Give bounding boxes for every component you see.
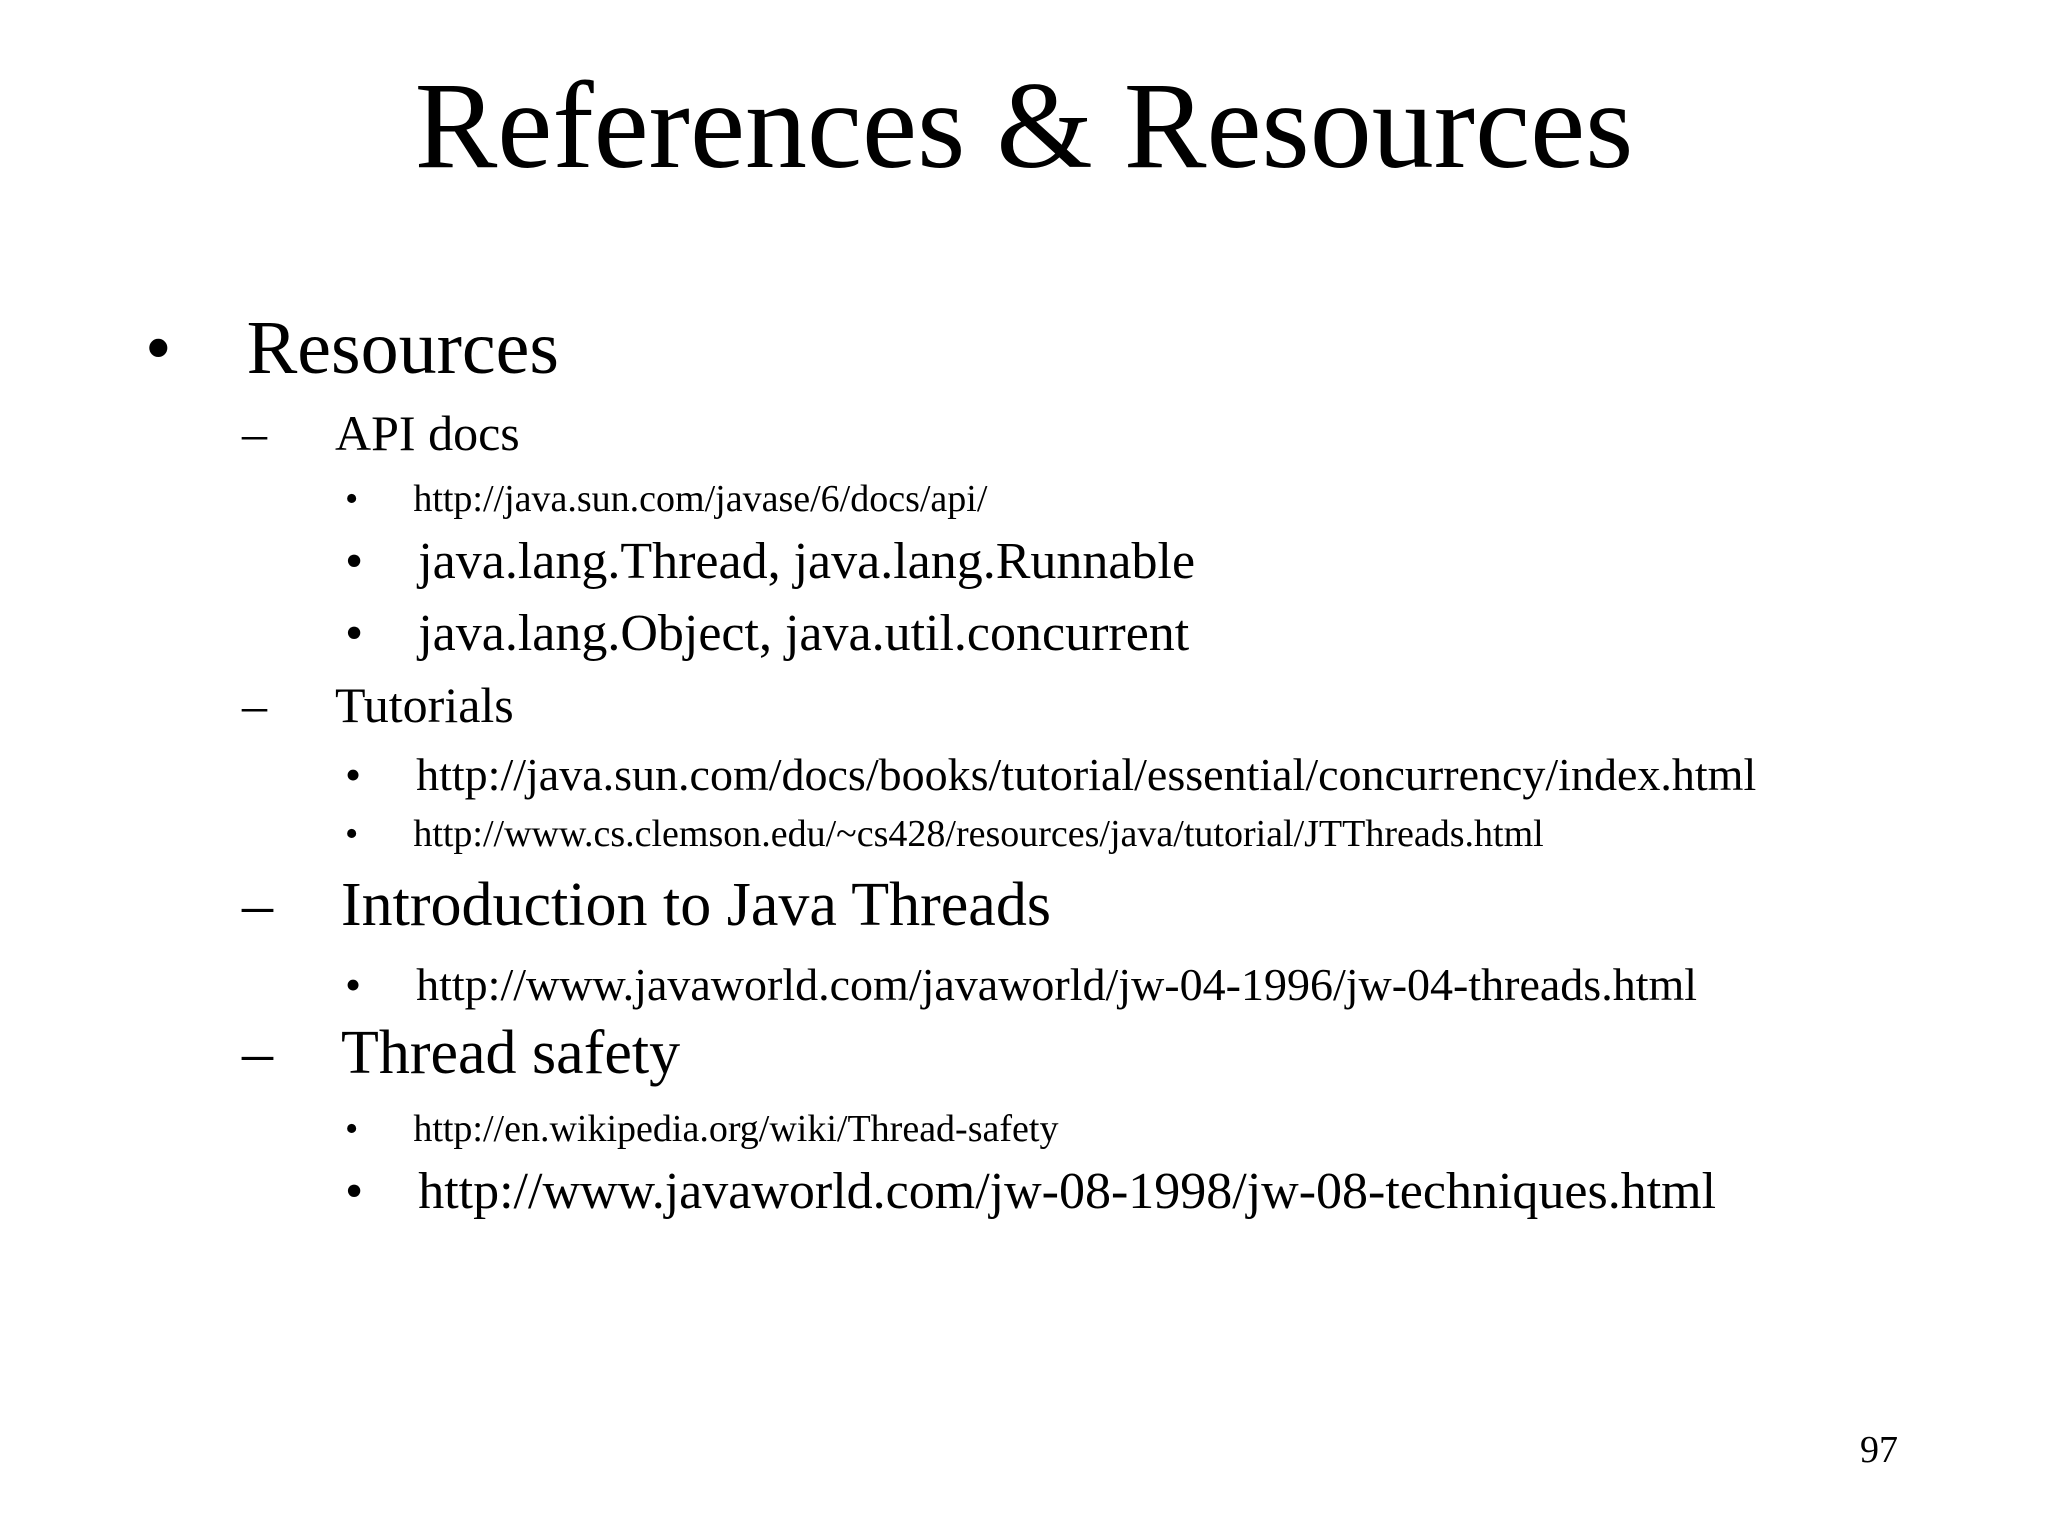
- section-label: Resources: [246, 306, 559, 390]
- list-item: http://www.cs.clemson.edu/~cs428/resources/java/tutorial/JTThreads.html: [413, 813, 1544, 855]
- bullet-dot-icon: •: [345, 813, 359, 855]
- api-docs-link[interactable]: [345, 477, 987, 521]
- object-concurrent-item: [345, 604, 1189, 663]
- dash-icon: –: [242, 1019, 273, 1087]
- bullet-dot-icon: •: [345, 605, 364, 662]
- bullet-dot-icon: •: [145, 306, 172, 390]
- dash-icon: –: [242, 405, 267, 461]
- subsection-label: Tutorials: [335, 677, 514, 733]
- subsection-intro-threads: [242, 870, 1051, 941]
- subsection-label: API docs: [335, 405, 520, 461]
- list-item: http://java.sun.com/javase/6/docs/api/: [413, 478, 988, 520]
- slide-title: References & Resources: [414, 57, 1634, 194]
- clemson-tutorial-link[interactable]: [345, 812, 1544, 856]
- list-item: java.lang.Object, java.util.concurrent: [418, 605, 1190, 662]
- concurrency-tutorial-link[interactable]: [345, 748, 1756, 801]
- bullet-dot-icon: •: [345, 1163, 364, 1220]
- javaworld-techniques-link[interactable]: [345, 1162, 1716, 1221]
- subsection-label: Thread safety: [341, 1019, 681, 1087]
- bullet-dot-icon: •: [345, 959, 362, 1010]
- bullet-dot-icon: •: [345, 478, 359, 520]
- subsection-tutorials: [242, 676, 514, 734]
- subsection-api-docs: [242, 404, 520, 462]
- list-item: http://www.javaworld.com/jw-08-1998/jw-08-techniques.html: [418, 1163, 1717, 1220]
- list-item: http://java.sun.com/docs/books/tutorial/essential/concurrency/index.html: [416, 749, 1757, 800]
- dash-icon: –: [242, 677, 267, 733]
- wikipedia-thread-safety-link[interactable]: [345, 1107, 1058, 1151]
- bullet-dot-icon: •: [345, 1108, 359, 1150]
- dash-icon: –: [242, 871, 273, 939]
- subsection-label: Introduction to Java Threads: [341, 871, 1051, 939]
- bullet-dot-icon: •: [345, 749, 362, 800]
- page-number: 97: [1860, 1429, 1898, 1471]
- subsection-thread-safety: [242, 1018, 680, 1089]
- javaworld-threads-link[interactable]: [345, 958, 1697, 1011]
- bullet-dot-icon: •: [345, 533, 364, 590]
- list-item: http://en.wikipedia.org/wiki/Thread-safety: [413, 1108, 1059, 1150]
- bullet-resources: [145, 305, 559, 392]
- thread-runnable-item: [345, 532, 1195, 591]
- list-item: java.lang.Thread, java.lang.Runnable: [418, 533, 1196, 590]
- list-item: http://www.javaworld.com/javaworld/jw-04-1996/jw-04-threads.html: [416, 959, 1698, 1010]
